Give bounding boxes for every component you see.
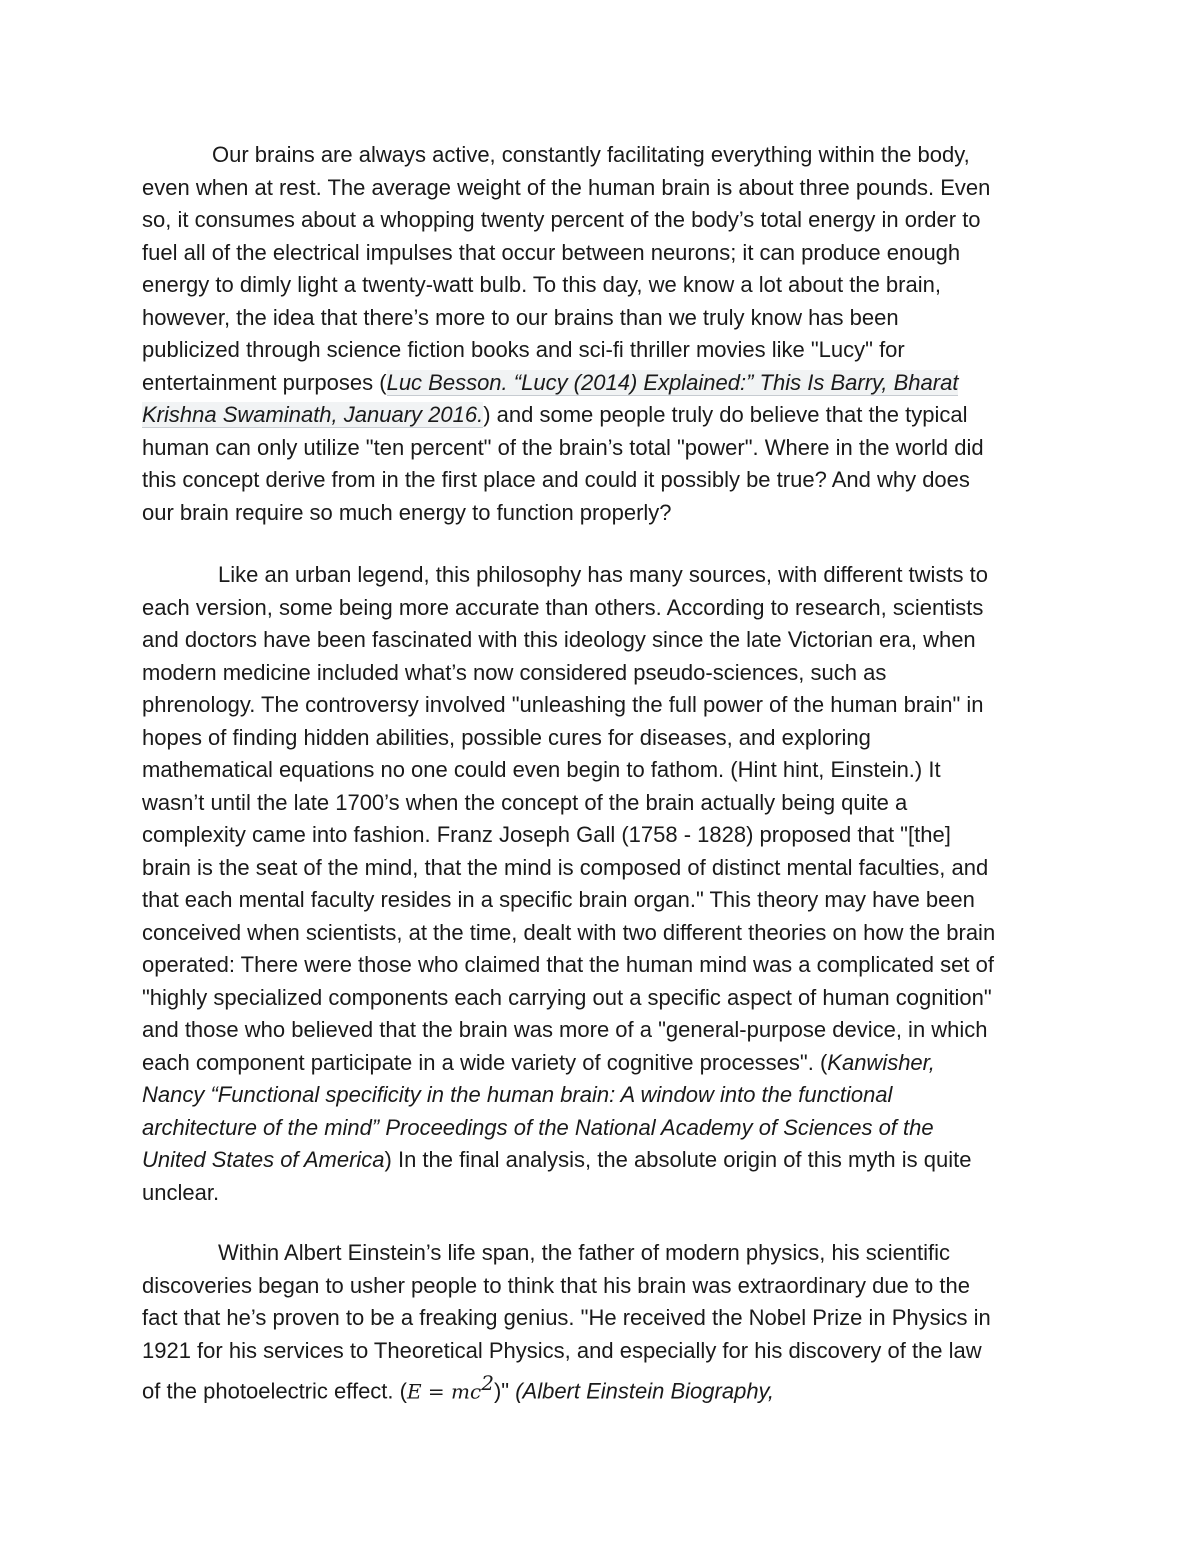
text-line xyxy=(142,1079,1064,1112)
citation: Kanwisher, xyxy=(827,1049,935,1075)
text-line xyxy=(142,1014,1064,1047)
text-run: hopes of finding hidden abilities, possible cures for diseases, and exploring xyxy=(142,724,871,750)
text-line xyxy=(142,269,1064,302)
text-run: our brain require so much energy to function properly? xyxy=(142,499,672,525)
superscript-exponent: 2 xyxy=(481,1371,494,1395)
text-run: energy to dimly light a twenty-watt bulb. To this day, we know a lot about the brain, xyxy=(142,272,941,297)
text-line xyxy=(142,432,1064,465)
text-line xyxy=(142,852,1064,885)
text-line xyxy=(142,787,1064,820)
text-line xyxy=(142,754,1064,787)
text-run: fuel all of the electrical impulses that occur between neurons; it can produce enough xyxy=(142,239,961,265)
text-line xyxy=(142,399,1064,432)
text-line xyxy=(142,592,1064,625)
text-line xyxy=(142,722,1064,755)
equation: E = mc xyxy=(406,1379,482,1404)
text-run: discoveries began to usher people to think that his brain was extraordinary due to the xyxy=(142,1272,970,1298)
text-line xyxy=(142,497,1064,530)
text-run: Within Albert Einstein’s life span, the father of modern physics, his scientific xyxy=(218,1240,951,1265)
text-run: even when at rest. The average weight of the human brain is about three pounds. Even xyxy=(142,174,991,200)
text-line xyxy=(142,1047,1064,1080)
text-line xyxy=(142,1144,1064,1177)
text-line xyxy=(142,172,1064,205)
citation: architecture of the mind” Proceedings of the National Academy of Sciences of the xyxy=(142,1114,934,1140)
text-run: and those who believed that the brain was more of a "general-purpose device, in which xyxy=(142,1017,988,1042)
text-run: that each mental faculty resides in a specific brain organ." This theory may have been xyxy=(142,887,975,912)
text-line xyxy=(142,139,1064,172)
text-line xyxy=(142,982,1064,1015)
text-line xyxy=(142,1112,1064,1145)
text-run: of the photoelectric effect. ( xyxy=(142,1378,407,1404)
text-run: wasn’t until the late 1700’s when the concept of the brain actually being quite a xyxy=(142,789,908,815)
citation: Krishna Swaminath, January 2016. xyxy=(142,402,484,427)
text-run: so, it consumes about a whopping twenty percent of the body’s total energy in order to xyxy=(142,207,981,232)
text-line xyxy=(142,1237,1064,1270)
text-line xyxy=(142,464,1064,497)
text-line xyxy=(142,1302,1064,1335)
text-run: Our brains are always active, constantly facilitating everything within the body, xyxy=(212,142,970,167)
text-line xyxy=(142,917,1064,950)
text-run: and doctors have been fascinated with this ideology since the late Victorian era, when xyxy=(142,627,976,652)
paragraph-1 xyxy=(142,139,1064,529)
text-run: each component participate in a wide variety of cognitive processes". ( xyxy=(142,1049,828,1075)
citation: Luc Besson. “Lucy (2014) Explained:” This Is Barry, Bharat xyxy=(386,369,959,395)
text-line xyxy=(142,367,1064,400)
text-run: entertainment purposes ( xyxy=(142,369,387,395)
text-run: "highly specialized components each carrying out a specific aspect of human cognition" xyxy=(142,984,992,1010)
text-line xyxy=(142,559,1064,592)
text-run: this concept derive from in the first place and could it possibly be true? And why does xyxy=(142,467,970,492)
text-run: )" xyxy=(493,1378,516,1404)
text-run: phrenology. The controversy involved "unleashing the full power of the human brain" in xyxy=(142,692,984,717)
text-line xyxy=(142,1335,1064,1368)
text-line xyxy=(142,204,1064,237)
text-line xyxy=(142,689,1064,722)
text-run: publicized through science fiction books and sci-fi thriller movies like "Lucy" for xyxy=(142,337,905,362)
text-run: conceived when scientists, at the time, dealt with two different theories on how the brain xyxy=(142,919,996,945)
text-run: modern medicine included what’s now considered pseudo-sciences, such as xyxy=(142,659,887,685)
text-line xyxy=(142,1367,1064,1404)
text-line xyxy=(142,302,1064,335)
text-run: brain is the seat of the mind, that the mind is composed of distinct mental faculties, and xyxy=(142,854,989,880)
text-line xyxy=(142,334,1064,367)
text-line xyxy=(142,237,1064,270)
text-line xyxy=(142,884,1064,917)
citation: United States of America xyxy=(142,1147,385,1172)
text-run: operated: There were those who claimed that the human mind was a complicated set of xyxy=(142,952,994,977)
paragraph-3 xyxy=(142,1237,1064,1404)
citation: (Albert Einstein Biography, xyxy=(515,1378,775,1404)
text-run: mathematical equations no one could even begin to fathom. (Hint hint, Einstein.) It xyxy=(142,757,941,782)
text-line xyxy=(142,624,1064,657)
paragraph-2 xyxy=(142,559,1064,1209)
text-run: complexity came into fashion. Franz Joseph Gall (1758 - 1828) proposed that "[the] xyxy=(142,822,951,847)
text-line xyxy=(142,819,1064,852)
text-run: 1921 for his services to Theoretical Physics, and especially for his discovery of the law xyxy=(142,1337,982,1363)
text-run: however, the idea that there’s more to our brains than we truly know has been xyxy=(142,304,899,330)
text-run: unclear. xyxy=(142,1179,220,1205)
text-line xyxy=(142,1177,1064,1210)
text-line xyxy=(142,949,1064,982)
text-run: each version, some being more accurate than others. According to research, scientists xyxy=(142,594,984,620)
text-run: fact that he’s proven to be a freaking genius. "He received the Nobel Prize in Physics in xyxy=(142,1305,991,1330)
text-run: Like an urban legend, this philosophy has many sources, with different twists to xyxy=(218,562,989,587)
text-run: human can only utilize "ten percent" of the brain’s total "power". Where in the world did xyxy=(142,434,984,460)
text-run: ) and some people truly do believe that the typical xyxy=(483,402,968,427)
text-run: ) In the final analysis, the absolute origin of this myth is quite xyxy=(384,1147,972,1172)
text-line xyxy=(142,1270,1064,1303)
text-line xyxy=(142,657,1064,690)
citation: Nancy “Functional specificity in the human brain: A window into the functional xyxy=(142,1082,893,1107)
